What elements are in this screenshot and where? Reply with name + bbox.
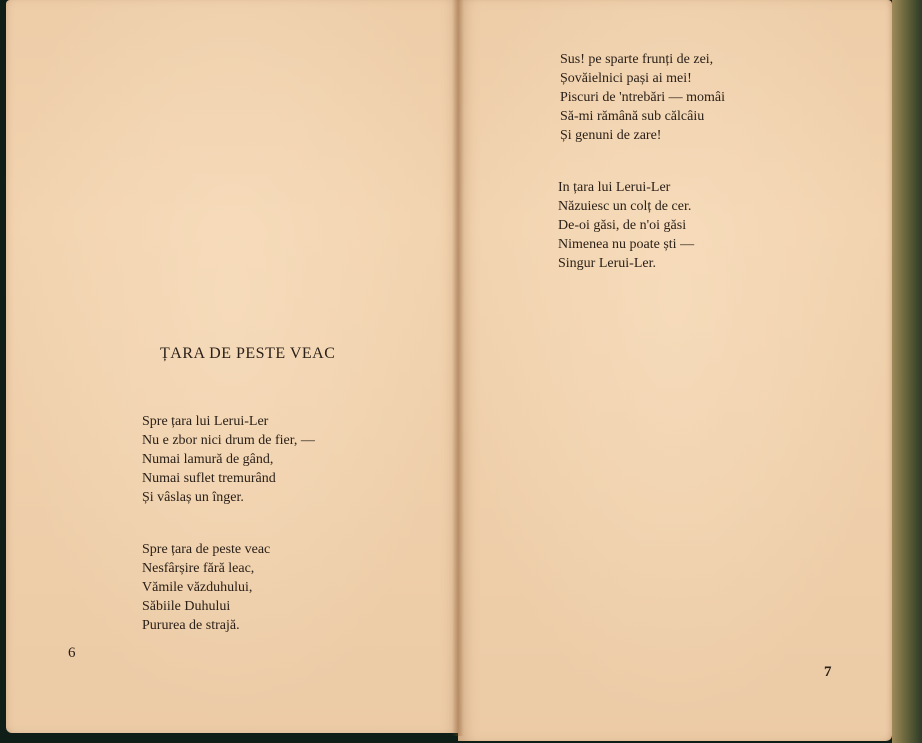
verse-line: Și genuni de zare! [560, 128, 662, 143]
verse-line: Năzuiesc un colț de cer. [558, 199, 692, 214]
page-number-left: 6 [68, 645, 76, 661]
verse-line: Nu e zbor nici drum de fier, — [142, 433, 315, 448]
verse-line: Nimenea nu poate ști — [558, 237, 695, 252]
verse-line: Șovăielnici pași ai mei! [560, 71, 692, 86]
verse-line: Sus! pe sparte frunți de zei, [560, 52, 714, 67]
verse-line: Săbiile Duhului [142, 599, 231, 614]
verse-line: De-oi găsi, de n'oi găsi [558, 218, 687, 233]
verse-line: Spre țara de peste veac [142, 542, 271, 557]
verse-line: Să-mi rămână sub călcâiu [560, 109, 705, 124]
verse-line: Numai lamură de gând, [142, 452, 274, 467]
stanza-4 [558, 178, 694, 273]
stanza-3 [560, 50, 725, 145]
poem-title: ȚARA DE PESTE VEAC [160, 345, 336, 362]
stanza-2 [142, 540, 270, 635]
verse-line: Piscuri de 'ntrebări — momâi [560, 90, 726, 105]
verse-line: Singur Lerui-Ler. [558, 256, 656, 271]
verse-line: Spre țara lui Lerui-Ler [142, 414, 269, 429]
verse-line: Pururea de strajă. [142, 618, 240, 633]
verse-line: Și vâslaș un înger. [142, 490, 244, 505]
verse-line: Numai suflet tremurând [142, 471, 276, 486]
verse-line: In țara lui Lerui-Ler [558, 180, 671, 195]
verse-line: Nesfârșire fără leac, [142, 561, 255, 576]
stanza-1 [142, 412, 315, 507]
page-number-right: 7 [824, 664, 832, 680]
page-edge [892, 0, 922, 743]
book-gutter [452, 0, 464, 736]
verse-line: Vămile văzduhului, [142, 580, 253, 595]
